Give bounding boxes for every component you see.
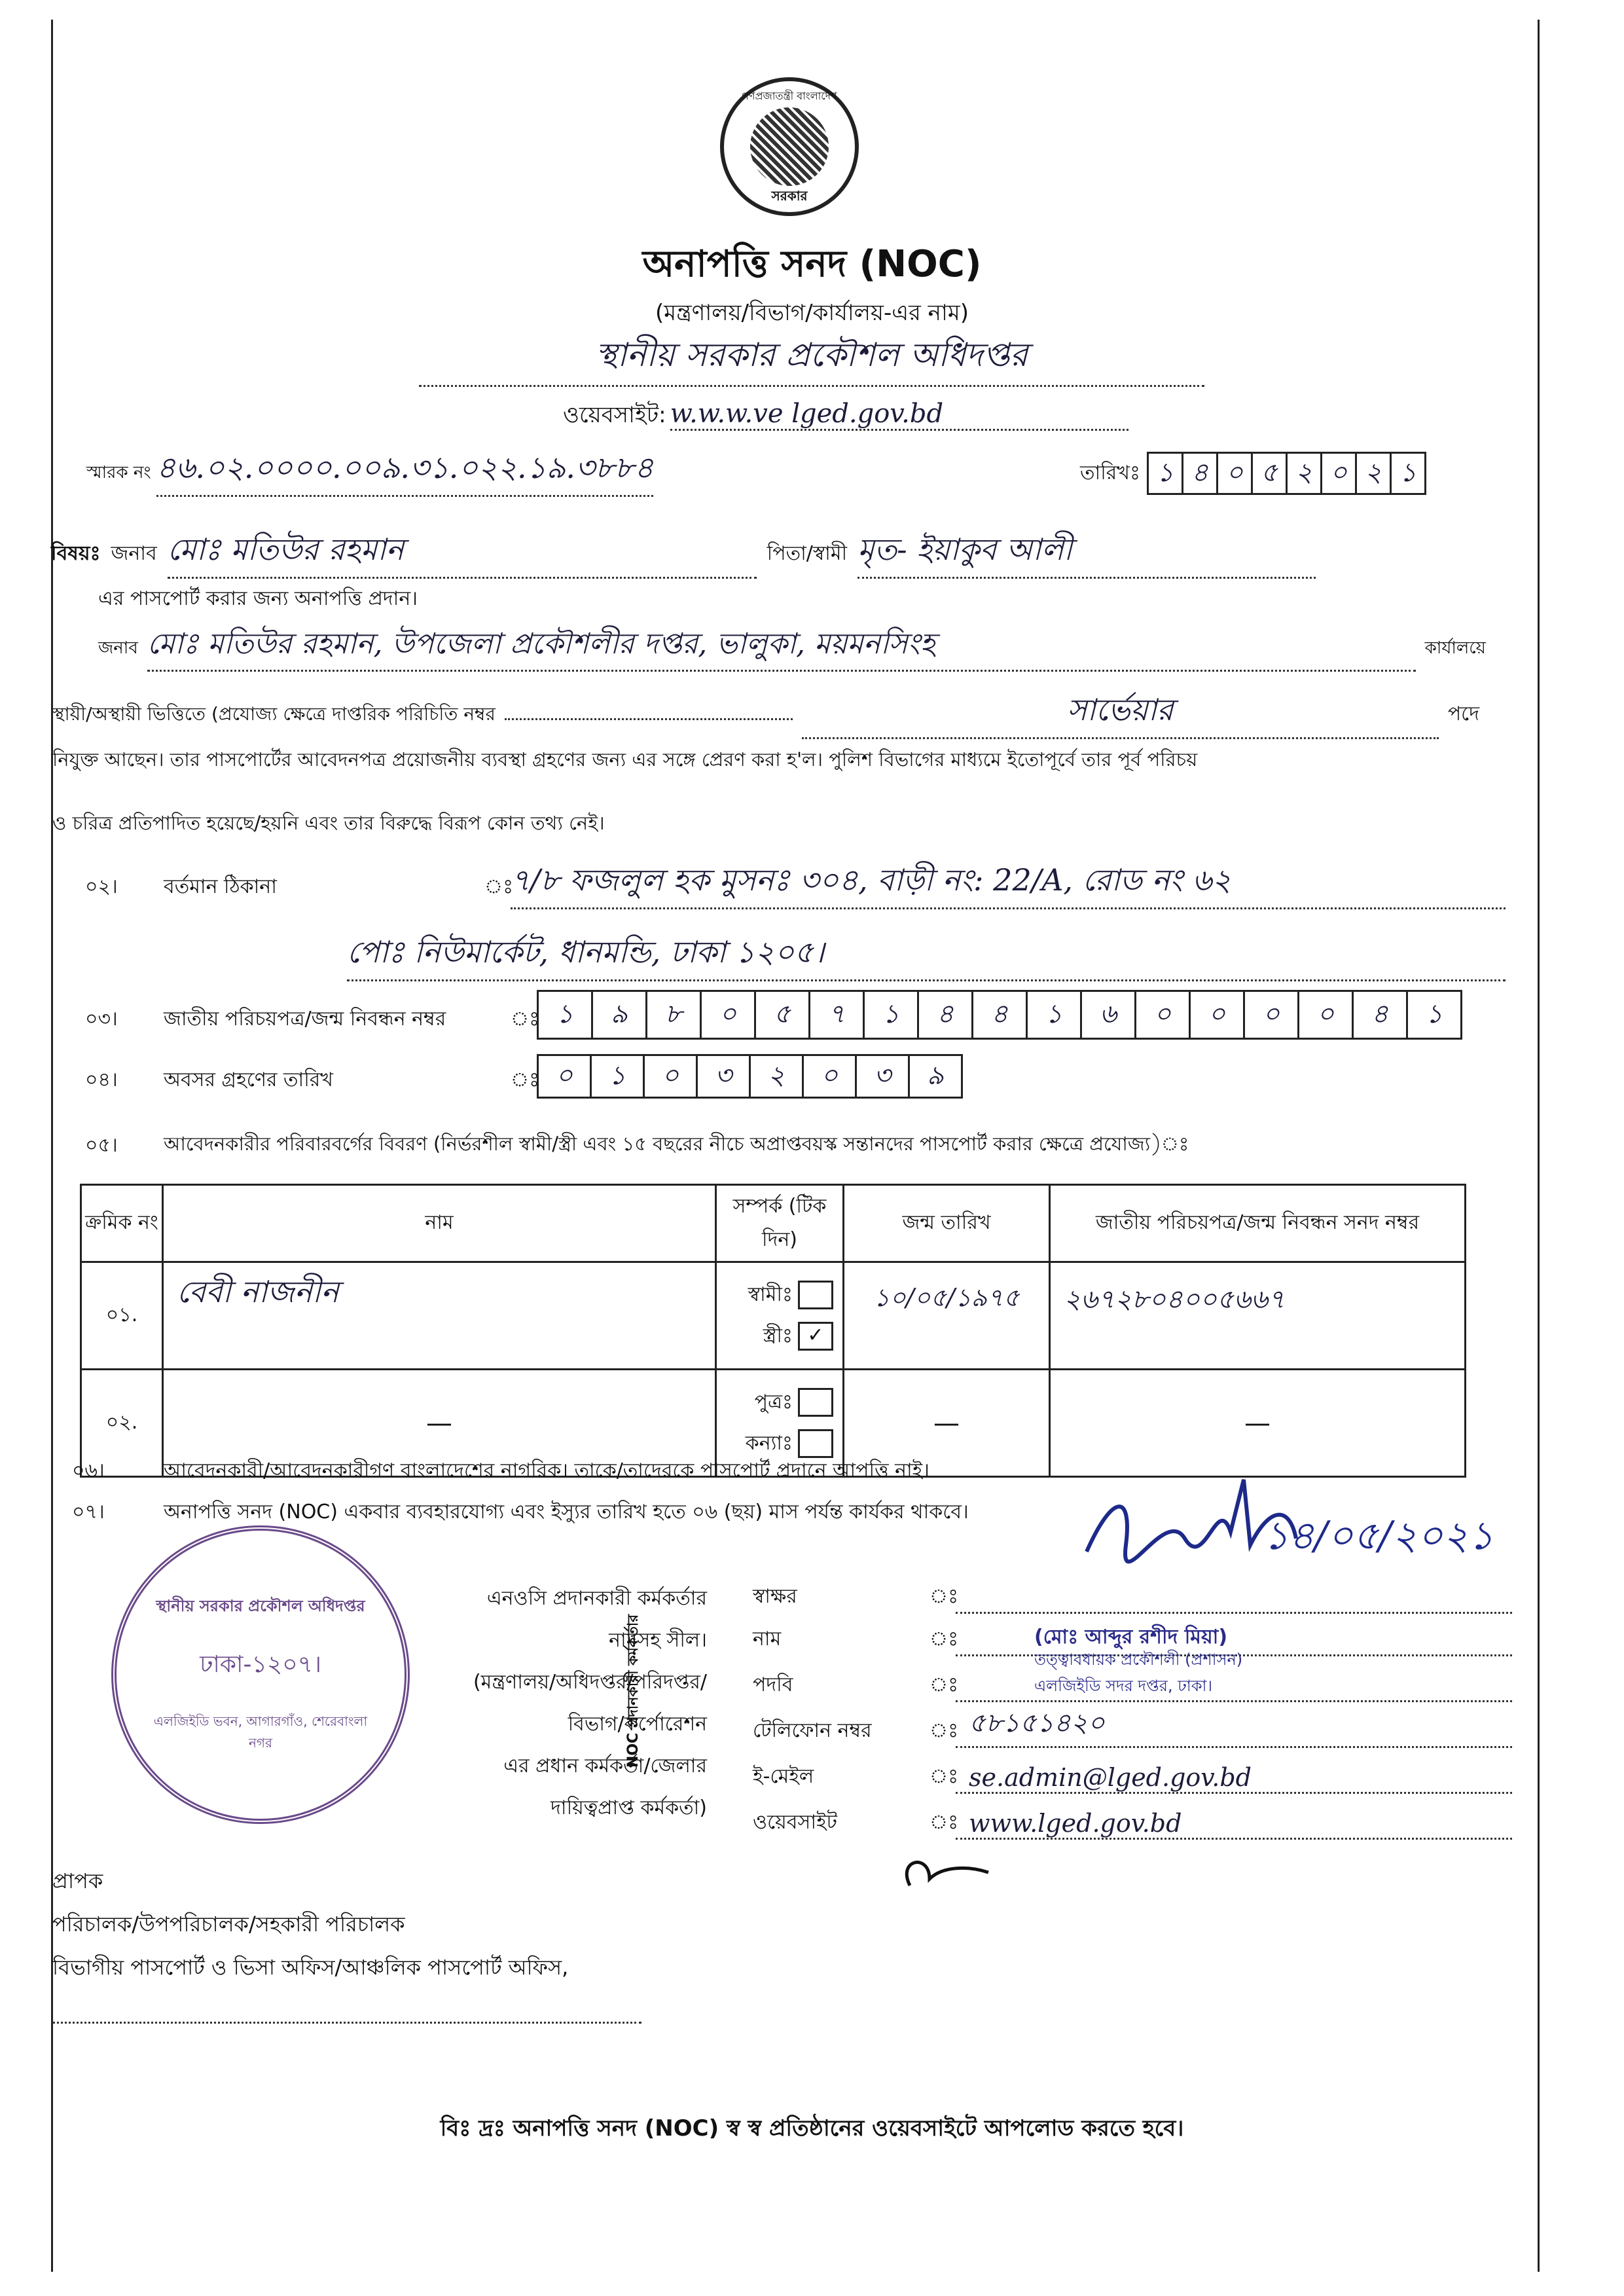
memo-label: স্মারক নং [86,463,151,483]
relation-husband [717,1279,833,1312]
website-field-value: www.lged.gov.bd [956,1809,1512,1840]
row-dob: — [844,1370,1050,1477]
applicant-name: মোঃ মতিউর রহমান [168,527,757,579]
nid-digit: ৫ [756,992,810,1038]
colon: ঃ [929,1811,959,1834]
website-value: w.w.w.ve lged.gov.bd [670,399,1128,431]
office-row [98,622,1486,672]
signatory-line-6: দায়িত্বপ্রাপ্ত কর্মকর্তা) [550,1796,707,1819]
item-06-number: ০৬। [72,1459,105,1482]
address-line-1: ৭/৮ ফজলুল হক মুসনঃ ৩০৪, বাড়ী নং: 22/A, রোড নং ৬২ [511,858,1506,909]
signatory-line-1: এনওসি প্রদানকারী কর্মকর্তার [486,1587,707,1610]
son-checkbox[interactable] [798,1388,833,1417]
nid-digit: ০ [1299,992,1354,1038]
nid-digit: ৮ [647,992,702,1038]
nid-digit: ৪ [919,992,973,1038]
retirement-date-boxes [537,1054,963,1099]
ministry-label: (মন্ত্রণালয়/বিভাগ/কার্যালয়-এর নাম) [655,300,969,326]
daughter-checkbox[interactable] [798,1429,833,1458]
designation-block [956,1648,1512,1702]
seal-bottom-text: সরকার [771,188,808,204]
signatory-line-4: বিভাগ/কর্পোরেশন [568,1713,707,1736]
retire-digit: ১ [592,1056,645,1097]
relation-daughter-label: কন্যাঃ [745,1431,793,1455]
date-digit: ০ [1322,454,1357,493]
name-label: নাম [753,1628,782,1650]
row-serial: ০২. [81,1370,163,1477]
government-seal [720,77,859,216]
nid-digit: ০ [1136,992,1191,1038]
item-05-number: ০৫। [85,1134,118,1157]
date-digit: ২ [1357,454,1392,493]
paragraph-1: নিযুক্ত আছেন। তার পাসপোর্টের আবেদনপত্র প্রয়োজনীয় ব্যবস্থা গ্রহণের জন্য এর সঙ্গে প্রেরণ করা হ'ল। পুলিশ বিভাগের মাধ্যমে ইতোপূর্বে তার পূর্ব পরিচয় [52,748,1198,771]
colon: ঃ [929,1765,959,1788]
table-row [81,1262,1466,1370]
nid-digit: ৭ [810,992,865,1038]
relation-wife-label: স্ত্রীঃ [763,1324,793,1347]
recipient-block [52,1859,641,2024]
colon: ঃ [929,1585,959,1608]
item-03-number: ০৩। [85,1008,118,1030]
date-row [1080,452,1426,495]
relation-wife [717,1320,833,1353]
nid-digit: ১ [539,992,593,1038]
date-digit: ৪ [1183,454,1218,493]
row-nid: ২৬৭২৮০৪০০৫৬৬৭ [1050,1262,1466,1370]
footer-note: বিঃ দ্রঃ অনাপত্তি সনদ (NOC) স্ব স্ব প্রতিষ্ঠানের ওয়েবসাইটে আপলোড করতে হবে। [440,2115,1184,2141]
stamp-bottom-text: এলজিইডি ভবন, আগারগাঁও, শেরেবাংলা নগর [153,1713,368,1751]
janab-label: জনাব [111,542,157,565]
row-dob: ১০/০৫/১৯৭৫ [844,1262,1050,1370]
memo-value: ৪৬.০২.০০০০.০০৯.৩১.০২২.১৯.৩৮৮৪ [156,445,654,497]
row-relation [716,1262,844,1370]
signatory-line-2: নামসহ সীল। [609,1629,707,1652]
website-field-label: ওয়েবসাইট [753,1811,837,1834]
name-value: (মোঃ আব্দুর রশীদ মিয়া) [956,1621,1512,1656]
nid-digit: ১ [865,992,919,1038]
retire-digit: ০ [804,1056,857,1097]
email-label: ই-মেইল [753,1765,814,1788]
item-04-label: অবসর গ্রহণের তারিখ [164,1068,333,1091]
nid-digit: ০ [1245,992,1299,1038]
date-digit: ২ [1288,454,1322,493]
date-digit: ৫ [1253,454,1288,493]
signatory-fields [753,1571,1512,1840]
retire-digit: ০ [539,1056,592,1097]
retire-digit: ২ [751,1056,804,1097]
row-name: — [163,1370,716,1477]
item-06-text: আবেদনকারী/আবেদনকারীগণ বাংলাদেশের নাগরিক। তাকে/তাদেরকে পাসপোর্ট প্রদানে আপত্তি নাই। [164,1459,930,1482]
item-07-number: ০৭। [72,1501,105,1523]
recipient-blank [52,1989,641,2024]
field-email [753,1748,1512,1794]
signatory-line-5: এর প্রধান কর্মকর্তা/জেলার [503,1755,707,1777]
memo-row [86,445,653,497]
seal-inner [750,107,829,186]
colon: ঃ [929,1673,959,1696]
document-title: অনাপত্তি সনদ (NOC) [642,243,982,285]
field-phone [753,1702,1512,1748]
post-suffix: পদে [1447,702,1479,725]
subject-row [51,527,1517,579]
item-07-text: অনাপত্তি সনদ (NOC) একবার ব্যবহারযোগ্য এবং ইস্যুর তারিখ হতে ০৬ (ছয়) মাস পর্যন্ত কার্যকর থাকবে। [164,1501,969,1523]
retire-digit: ৩ [857,1056,910,1097]
col-relation: সম্পর্ক (টিক দিন) [716,1185,844,1262]
phone-label: টেলিফোন নম্বর [753,1719,872,1742]
office-value: মোঃ মতিউর রহমান, উপজেলা প্রকৌশলীর দপ্তর, ভালুকা, ময়মনসিংহ [147,622,1416,672]
retire-digit: ৩ [698,1056,751,1097]
recipient-line-2: বিভাগীয় পাসপোর্ট ও ভিসা অফিস/আঞ্চলিক পাসপোর্ট অফিস, [52,1955,569,1980]
col-dob: জন্ম তারিখ [844,1185,1050,1262]
seal-ring-text: গণপ্রজাতন্ত্রী বাংলাদেশ [742,90,837,102]
nid-digit: ১ [1426,998,1443,1029]
husband-checkbox[interactable] [798,1281,833,1309]
purpose-text: এর পাসপোর্ট করার জন্য অনাপত্তি প্রদান। [98,587,418,610]
permanence-label: স্থায়ী/অস্থায়ী ভিত্তিতে (প্রযোজ্য ক্ষেত্রে দাপ্তরিক পরিচিতি নম্বর [52,703,496,725]
date-boxes [1147,452,1426,495]
row-nid: — [1050,1370,1466,1477]
family-table [80,1184,1466,1478]
nid-digit: ৪ [973,992,1028,1038]
col-serial: ক্রমিক নং [81,1185,163,1262]
signatory-description [406,1578,707,1829]
row-serial: ০১. [81,1262,163,1370]
ministry-value: স্থানীয় সরকার প্রকৌশল অধিদপ্তর [419,331,1204,387]
date-digit: ১ [1149,454,1183,493]
item-02-label: বর্তমান ঠিকানা [164,875,277,898]
nid-digit: ৯ [593,992,647,1038]
designation-value: সার্ভেয়ার [802,687,1439,739]
designation-value: তত্ত্বাবধায়ক প্রকৌশলী (প্রশাসন) [1034,1650,1243,1669]
signature-date: ১৪/০৫/২০২১ [1263,1513,1494,1559]
item-05-label: আবেদনকারীর পরিবারবর্গের বিবরণ (নির্ভরশীল স্বামী/স্ত্রী এবং ১৫ বছরের নীচে অপ্রাপ্তবয়স্ক সন্তানদের পাসপোর্ট করার ক্ষেত্রে প্রযোজ্য)ঃ [164,1133,1189,1155]
relation-son [717,1386,833,1419]
janab2-label: জনাব [98,638,138,658]
item-03-label: জাতীয় পরিচয়পত্র/জন্ম নিবন্ধন নম্বর [164,1008,446,1030]
colon: ঃ [929,1628,959,1650]
field-website [753,1794,1512,1840]
paragraph-2: ও চরিত্র প্রতিপাদিত হয়েছে/হয়নি এবং তার বিরুদ্ধে বিরূপ কোন তথ্য নেই। [52,812,605,834]
designation-label: পদবি [753,1673,793,1696]
nid-digit: ০ [702,992,756,1038]
row-name: বেবী নাজনীন [163,1262,716,1370]
office-stamp [111,1525,410,1824]
retire-digit: ০ [645,1056,698,1097]
signatory-line-3: (মন্ত্রণালয়/অধিদপ্তর/পরিদপ্তর/ [473,1671,707,1694]
date-digit: ১ [1399,457,1416,488]
col-name: নাম [163,1185,716,1262]
colon: ঃ [484,875,514,898]
sign-blank [956,1612,1512,1614]
email-value: se.admin@lged.gov.bd [956,1763,1512,1794]
field-designation [753,1650,1512,1702]
office-suffix: কার্যালয়ে [1424,638,1486,658]
colon: ঃ [929,1719,959,1742]
sign-label: স্বাক্ষর [753,1585,797,1608]
father-label: পিতা/স্বামী [767,542,848,565]
phone-value: ৫৮১৫১৪২০ [956,1702,1512,1748]
stamp-content [149,1594,372,1755]
nid-digit: ৪ [1354,992,1408,1038]
item-04-number: ০৪। [85,1068,118,1091]
designation-row [52,687,1479,739]
col-nid: জাতীয় পরিচয়পত্র/জন্ম নিবন্ধন সনদ নম্বর [1050,1185,1466,1262]
nid-boxes [537,990,1462,1040]
item-02-number: ০২। [85,875,118,898]
subject-label: বিষয়ঃ [51,542,101,565]
stamp-top-text: স্থানীয় সরকার প্রকৌশল অধিদপ্তর [156,1597,365,1615]
relation-son-label: পুত্রঃ [754,1390,793,1413]
relation-husband-label: স্বামীঃ [748,1283,793,1306]
website-label: ওয়েবসাইট: [563,402,666,428]
colon: ঃ [511,1068,540,1091]
date-label: তারিখঃ [1080,461,1140,484]
office-id-blank [505,718,793,720]
stamp-center-text: ঢাকা-১২০৭। [200,1651,321,1678]
father-name: মৃত- ইয়াকুব আলী [857,527,1316,579]
nid-digit: ১ [1028,992,1082,1038]
vertical-label: NOC প্রদানকারী কর্মকর্তার [625,1614,641,1768]
retire-digit: ৯ [927,1060,944,1091]
colon: ঃ [511,1008,540,1030]
nid-digit: ০ [1191,992,1245,1038]
initials [890,1846,1008,1905]
recipient-line-1: পরিচালক/উপপরিচালক/সহকারী পরিচালক [52,1912,405,1937]
wife-checkbox[interactable]: ✓ [798,1322,833,1351]
table-header-row [81,1185,1466,1262]
designation-value-2: এলজিইডি সদর দপ্তর, ঢাকা। [1034,1677,1213,1695]
date-digit: ০ [1218,454,1253,493]
recipient-label: প্রাপক [52,1868,103,1893]
nid-digit: ৬ [1082,992,1136,1038]
website-row [563,398,1128,435]
address-line-2: পোঃ নিউমার্কেট, ধানমন্ডি, ঢাকা ১২০৫। [347,930,1506,981]
